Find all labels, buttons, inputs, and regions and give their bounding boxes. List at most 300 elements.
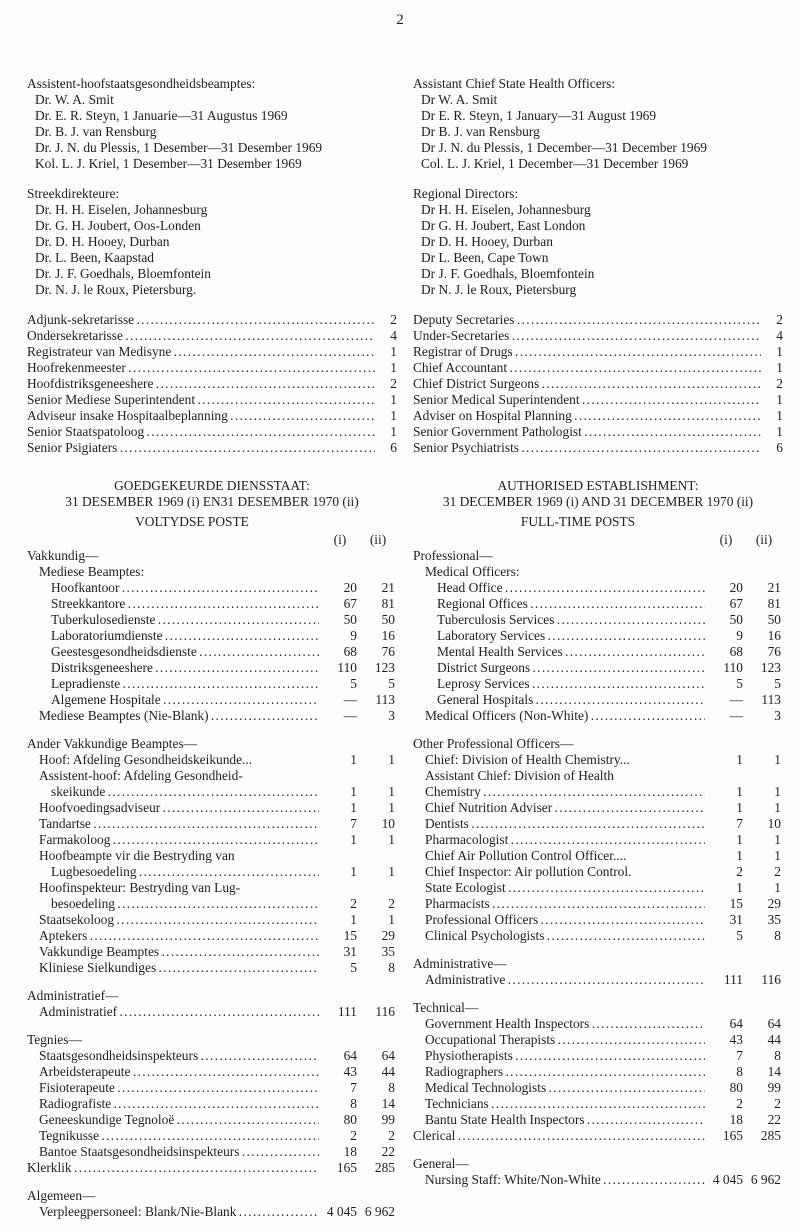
post-row [413,392,783,408]
row-label: Vakkundige Beamptes . . . [27,944,319,960]
value-col-i: 1 [736,800,743,815]
value-col-i: 43 [729,1032,743,1047]
post-count: 4 [390,328,397,343]
row-label: Farmakoloog . . . [27,832,319,848]
value-col-ii: 285 [374,1160,395,1175]
value-col-ii: 14 [767,1064,781,1079]
row-label: Distriksgeneeshere . . . [27,660,319,676]
group-heading: Ander Vakkundige Beamptes— [27,736,198,751]
row-label: Technicians . . . [413,1096,705,1112]
person-name: Dr B. J. van Rensburg [421,124,540,139]
value-col-i: 7 [350,816,357,831]
row-label: Chief Inspector: Air pollution Control. [425,864,632,879]
table-row [413,628,783,644]
row-label: Clinical Psychologists . . . [413,928,705,944]
table-row [27,708,397,724]
value-col-i: 15 [343,928,357,943]
group-heading: Mediese Beamptes: [39,564,145,579]
person-name: Dr. W. A. Smit [35,92,114,107]
row-label: Algemene Hospitale . . . [27,692,319,708]
column-headers [413,532,783,548]
establishment-table [413,532,783,1188]
post-count: 1 [776,392,783,407]
post-count: 6 [776,440,783,455]
row-label: Assistant Chief: Division of Health [425,768,614,783]
value-col-i: 165 [336,1160,357,1175]
row-label: State Ecologist . . . [413,880,705,896]
post-count: 1 [390,408,397,423]
post-count: 1 [776,344,783,359]
group-heading: Other Professional Officers— [413,736,574,751]
value-col-ii: 44 [767,1032,781,1047]
person-name: Dr W. A. Smit [421,92,498,107]
row-label: Geneeskundige Tegnoloë . . . [27,1112,319,1128]
person-name: Dr J. F. Goedhals, Bloemfontein [421,266,595,281]
table-row [27,1128,397,1144]
person-name: Dr L. Been, Cape Town [421,250,549,265]
post-label: Ondersekretarisse . . . [27,328,375,344]
table-row [413,644,783,660]
row-label: Tegnikusse . . . [27,1128,319,1144]
value-col-ii: 1 [388,752,395,767]
row-label: Professional Officers . . . [413,912,705,928]
value-col-ii: 8 [774,1048,781,1063]
row-label: Government Health Inspectors . . . [413,1016,705,1032]
value-col-ii: 6 962 [750,1172,781,1187]
row-label: Pharmacists . . . [413,896,705,912]
table-row [413,660,783,676]
row-label: Laboratory Services . . . [413,628,705,644]
establishment-table [27,532,397,1220]
value-col-i: — [343,708,357,723]
assistant-officers-heading: Assistant Chief State Health Officers: [413,76,616,91]
value-col-ii: 64 [767,1016,781,1031]
value-col-ii: 16 [767,628,781,643]
value-col-i: 7 [736,816,743,831]
value-col-i: 64 [729,1016,743,1031]
table-row [27,1064,397,1080]
row-label: Laboratoriumdienste . . . [27,628,319,644]
row-label: Clerical . . . [413,1128,705,1144]
table-row [27,580,397,596]
person-name: Dr. J. N. du Plessis, 1 Desember—31 Desember 1969 [35,140,323,155]
person-name: Dr. L. Been, Kaapstad [35,250,154,265]
post-row [27,312,397,328]
post-count: 1 [390,392,397,407]
value-col-ii: 1 [774,832,781,847]
table-row [27,944,397,960]
assistant-officers-section [27,76,397,172]
establishment-title: AUTHORISED ESTABLISHMENT: [497,478,699,493]
post-count: 2 [390,376,397,391]
table-row [27,1004,397,1020]
value-col-i: 9 [350,628,357,643]
row-label: Nursing Staff: White/Non-White . . . [413,1172,705,1188]
value-col-i: — [729,692,743,707]
value-col-ii: 76 [767,644,781,659]
post-count: 1 [776,424,783,439]
value-col-i: 18 [343,1144,357,1159]
value-col-i: 2 [350,1128,357,1143]
row-label: besoedeling . . . [27,896,319,912]
value-col-ii: 50 [767,612,781,627]
table-row [27,596,397,612]
value-col-i: 20 [343,580,357,595]
value-col-i: 1 [350,784,357,799]
row-label: Lugbesoedeling . . . [27,864,319,880]
value-col-i: 80 [343,1112,357,1127]
table-row [413,816,783,832]
row-label: Head Office . . . [413,580,705,596]
value-col-ii: 3 [388,708,395,723]
post-label: Registrateur van Medisyne . . . [27,344,375,360]
value-col-ii: 35 [381,944,395,959]
post-row [27,344,397,360]
value-col-i: 64 [343,1048,357,1063]
row-label: Klerklik . . . [27,1160,319,1176]
row-label: Verpleegpersoneel: Blank/Nie-Blank . . . [27,1204,319,1220]
person-name: Dr N. J. le Roux, Pietersburg [421,282,577,297]
value-col-i: 1 [736,832,743,847]
value-col-ii: 2 [774,1096,781,1111]
person-name: Dr. D. H. Hooey, Durban [35,234,170,249]
post-count: 4 [776,328,783,343]
value-col-i: 1 [736,784,743,799]
row-label: Chief Air Pollution Control Officer.... [425,848,627,863]
table-row [413,612,783,628]
value-col-ii: 5 [388,676,395,691]
value-col-ii: 2 [388,1128,395,1143]
value-col-i: 2 [736,864,743,879]
page-number: 2 [396,12,404,28]
post-label: Adviseur insake Hospitaalbeplanning . . . [27,408,375,424]
establishment-title: GOEDGEKEURDE DIENSSTAAT: [114,478,310,493]
post-row [27,360,397,376]
row-label: Chief: Division of Health Chemistry... [425,752,630,767]
row-label: Chief Nutrition Adviser . . . [413,800,705,816]
table-row [27,848,397,864]
value-col-ii: 3 [774,708,781,723]
table-row [27,692,397,708]
value-col-ii: 1 [388,784,395,799]
table-row [413,1016,783,1032]
value-col-ii: 1 [774,880,781,895]
table-row [413,580,783,596]
group-heading: Tegnies— [27,1032,82,1047]
value-col-i: 80 [729,1080,743,1095]
post-row [27,408,397,424]
table-row [413,676,783,692]
value-col-i: 165 [722,1128,743,1143]
table-row [27,676,397,692]
table-row [27,628,397,644]
post-label: Adviser on Hospital Planning . . . [413,408,761,424]
row-label: Hoof: Afdeling Gesondheidskeikunde... [39,752,253,767]
post-count: 1 [390,424,397,439]
table-row [413,912,783,928]
row-label: Assistent-hoof: Afdeling Gesondheid- [39,768,243,783]
row-label: Hoofkantoor . . . [27,580,319,596]
table-row [413,896,783,912]
row-label: Aptekers . . . [27,928,319,944]
value-col-i: 7 [736,1048,743,1063]
table-row [413,1112,783,1128]
post-count: 1 [390,344,397,359]
row-label: Radiografiste . . . [27,1096,319,1112]
table-row [413,928,783,944]
senior-posts-list [27,312,397,456]
table-row [27,1080,397,1096]
table-row [413,784,783,800]
person-name: Dr D. H. Hooey, Durban [421,234,553,249]
establishment-subtitle: 31 DESEMBER 1969 (i) EN31 DESEMBER 1970 (ii) [65,494,359,509]
person-name: Dr H. H. Eiselen, Johannesburg [421,202,591,217]
column-ii-header: (ii) [755,532,773,547]
table-row [27,660,397,676]
post-count: 2 [776,376,783,391]
value-col-i: 5 [736,928,743,943]
full-time-posts-heading: FULL-TIME POSTS [520,514,636,529]
post-row [413,344,783,360]
row-label: Medical Technologists . . . [413,1080,705,1096]
group-heading: General— [413,1156,469,1171]
assistant-officers-section [413,76,783,172]
value-col-ii: 8 [388,1080,395,1095]
assistant-officers-list [27,92,397,172]
person-name: Dr. E. R. Steyn, 1 Januarie—31 Augustus 1969 [35,108,288,123]
column-ii-header: (ii) [369,532,387,547]
value-col-i: 111 [337,1004,357,1019]
value-col-i: 5 [736,676,743,691]
table-row [27,1204,397,1220]
post-count: 1 [776,408,783,423]
value-col-ii: 6 962 [364,1204,395,1219]
post-label: Chief District Surgeons . . . [413,376,761,392]
row-label: Occupational Therapists . . . [413,1032,705,1048]
row-label: Hoofvoedingsadviseur . . . [27,800,319,816]
table-row [413,752,783,768]
full-time-posts-heading: VOLTYDSE POSTE [135,514,249,529]
value-col-i: 43 [343,1064,357,1079]
post-label: Senior Psigiaters . . . [27,440,375,456]
row-label: Fisioterapeute . . . [27,1080,319,1096]
value-col-i: 110 [723,660,743,675]
value-col-i: 2 [736,1096,743,1111]
regional-directors-heading: Regional Directors: [413,186,519,201]
value-col-ii: 2 [774,864,781,879]
row-label: Pharmacologist . . . [413,832,705,848]
row-label: Staatsekoloog . . . [27,912,319,928]
table-row [413,832,783,848]
group-heading: Administratief— [27,988,119,1003]
regional-directors-section [27,186,397,298]
value-col-i: 5 [350,960,357,975]
value-col-i: 31 [729,912,743,927]
value-col-i: 68 [343,644,357,659]
value-col-i: — [729,708,743,723]
table-row [27,928,397,944]
group-heading: Medical Officers: [425,564,520,579]
table-row [27,752,397,768]
post-label: Hoofdistriksgeneeshere . . . [27,376,375,392]
table-row [413,596,783,612]
table-row [27,912,397,928]
value-col-i: 18 [729,1112,743,1127]
table-row [413,768,783,784]
value-col-ii: 1 [774,800,781,815]
post-row [413,312,783,328]
value-col-ii: 10 [381,816,395,831]
value-col-i: 20 [729,580,743,595]
row-label: Kliniese Sielkundiges . . . [27,960,319,976]
row-label: Chemistry . . . [413,784,705,800]
table-row [413,1128,783,1144]
row-label: Arbeidsterapeute . . . [27,1064,319,1080]
row-label: Administrative . . . [413,972,705,988]
value-col-ii: 35 [767,912,781,927]
column-i-header: (i) [719,532,733,547]
table-row [27,832,397,848]
table-row [27,784,397,800]
value-col-i: 8 [736,1064,743,1079]
person-name: Dr. G. H. Joubert, Oos-Londen [35,218,201,233]
value-col-ii: 1 [774,848,781,863]
post-count: 1 [776,360,783,375]
value-col-ii: 81 [767,596,781,611]
value-col-ii: 50 [381,612,395,627]
value-col-ii: 1 [774,752,781,767]
post-label: Deputy Secretaries . . . [413,312,761,328]
table-row [413,1064,783,1080]
value-col-ii: 2 [388,896,395,911]
row-label: Medical Officers (Non-White) . . . [413,708,705,724]
person-name: Dr J. N. du Plessis, 1 December—31 December 1969 [421,140,707,155]
value-col-ii: 8 [774,928,781,943]
value-col-i: 8 [350,1096,357,1111]
table-row [413,692,783,708]
post-row [413,408,783,424]
post-label: Senior Psychiatrists . . . [413,440,761,456]
person-name: Dr. N. J. le Roux, Pietersburg. [35,282,197,297]
value-col-i: 50 [729,612,743,627]
value-col-ii: 22 [767,1112,781,1127]
post-row [413,440,783,456]
group-heading: Vakkundig— [27,548,99,563]
value-col-ii: 29 [767,896,781,911]
row-label: Hoofinspekteur: Bestryding van Lug- [39,880,241,895]
english-column [413,76,783,1188]
value-col-ii: 285 [760,1128,781,1143]
value-col-i: 9 [736,628,743,643]
post-row [413,360,783,376]
table-row [27,644,397,660]
row-label: Leprosy Services . . . [413,676,705,692]
value-col-ii: 64 [381,1048,395,1063]
column-headers [27,532,397,548]
post-label: Adjunk-sekretarisse . . . [27,312,375,328]
table-row [413,1172,783,1188]
value-col-ii: 123 [374,660,395,675]
table-row [27,1048,397,1064]
value-col-ii: 16 [381,628,395,643]
value-col-i: 5 [350,676,357,691]
table-row [27,800,397,816]
table-row [413,1080,783,1096]
regional-directors-heading: Streekdirekteure: [27,186,120,201]
row-label: Tuberculosis Services . . . [413,612,705,628]
table-row [27,1144,397,1160]
value-col-ii: 113 [375,692,395,707]
row-label: Staatsgesondheidsinspekteurs . . . [27,1048,319,1064]
value-col-i: 111 [723,972,743,987]
post-label: Chief Accountant . . . [413,360,761,376]
value-col-i: 31 [343,944,357,959]
row-label: Regional Offices . . . [413,596,705,612]
table-row [27,1112,397,1128]
value-col-ii: 1 [388,832,395,847]
post-label: Senior Staatspatoloog . . . [27,424,375,440]
value-col-i: 67 [729,596,743,611]
value-col-i: 1 [736,752,743,767]
row-label: Physiotherapists . . . [413,1048,705,1064]
post-row [27,440,397,456]
post-label: Senior Government Pathologist . . . [413,424,761,440]
row-label: Administratief . . . [27,1004,319,1020]
value-col-i: 1 [350,864,357,879]
value-col-ii: 116 [761,972,781,987]
post-row [413,376,783,392]
table-row [413,864,783,880]
value-col-ii: 29 [381,928,395,943]
value-col-i: 1 [350,752,357,767]
value-col-ii: 81 [381,596,395,611]
person-name: Dr. H. H. Eiselen, Johannesburg [35,202,208,217]
post-label: Senior Mediese Superintendent . . . [27,392,375,408]
row-label: Bantoe Staatsgesondheidsinspekteurs . . . [27,1144,319,1160]
post-label: Registrar of Drugs . . . [413,344,761,360]
regional-directors-list [27,202,397,298]
regional-directors-list [413,202,783,298]
row-label: Geestesgesondheidsdienste . . . [27,644,319,660]
value-col-ii: 10 [767,816,781,831]
value-col-i: 68 [729,644,743,659]
person-name: Kol. L. J. Kriel, 1 Desember—31 Desember 1969 [35,156,302,171]
table-row [27,1096,397,1112]
value-col-i: 1 [350,912,357,927]
table-row [413,1032,783,1048]
value-col-ii: 21 [381,580,395,595]
person-name: Dr. B. J. van Rensburg [35,124,157,139]
table-row [27,768,397,784]
table-row [413,848,783,864]
post-count: 2 [776,312,783,327]
table-row [413,880,783,896]
row-label: Lepradienste . . . [27,676,319,692]
value-col-ii: 5 [774,676,781,691]
table-row [27,612,397,628]
person-name: Dr G. H. Joubert, East London [421,218,586,233]
value-col-i: 67 [343,596,357,611]
table-row [413,1048,783,1064]
value-col-ii: 1 [388,912,395,927]
person-name: Dr. J. F. Goedhals, Bloemfontein [35,266,211,281]
assistant-officers-heading: Assistent-hoofstaatsgesondheidsbeamptes: [27,76,256,91]
column-i-header: (i) [333,532,347,547]
row-label: Streekkantore . . . [27,596,319,612]
value-col-i: 50 [343,612,357,627]
value-col-ii: 99 [381,1112,395,1127]
value-col-ii: 44 [381,1064,395,1079]
